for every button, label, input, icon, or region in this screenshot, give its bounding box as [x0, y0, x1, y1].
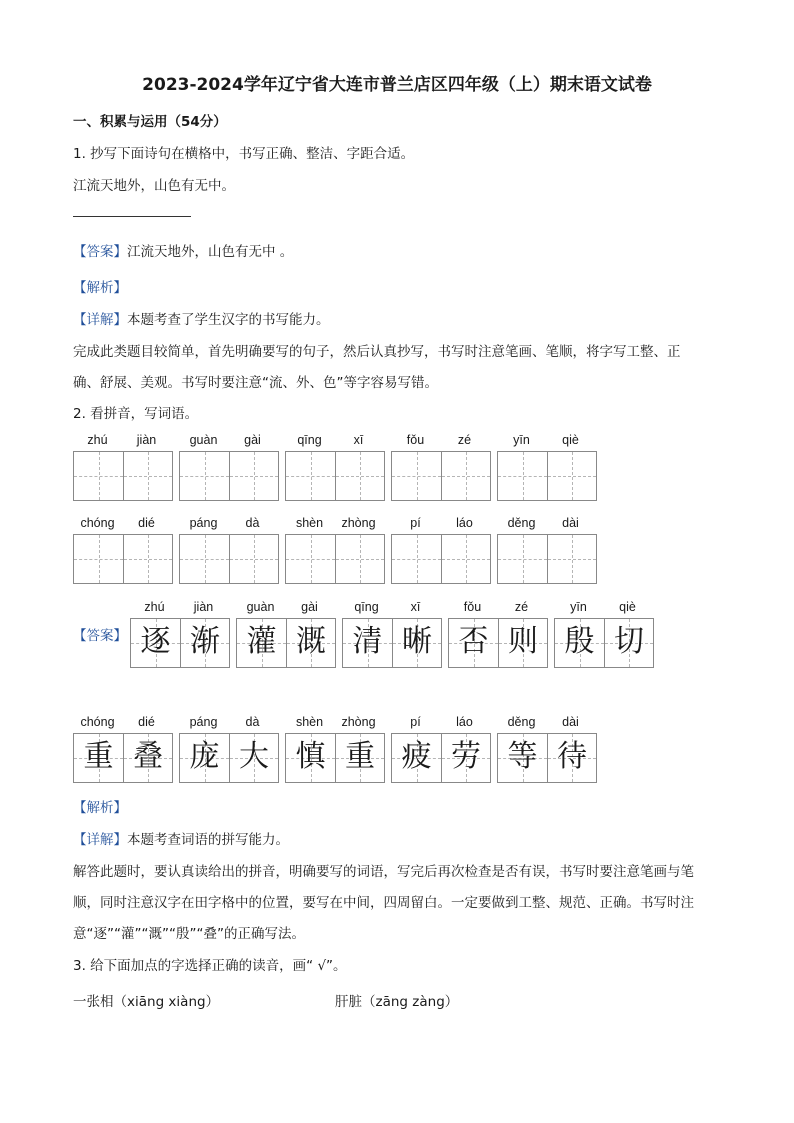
answer-cell [392, 734, 441, 782]
q1-explain-line-2: 确、舒展、美观。书写时要注意“流、外、色”等字容易写错。 [73, 375, 438, 391]
blank-word-grid[interactable] [285, 534, 385, 584]
pinyin-label: dài [562, 516, 579, 530]
answer-character: 大 [239, 739, 269, 774]
answer-character: 劳 [451, 739, 481, 774]
answer-cell [180, 619, 229, 667]
pinyin-label: láo [456, 516, 473, 530]
answer-cell [547, 734, 596, 782]
answer-word-grid [73, 733, 173, 783]
answer-cell [229, 734, 278, 782]
answer-character: 溉 [296, 624, 326, 659]
pinyin-label: dà [245, 516, 260, 530]
q2-explain-line-2: 顺，同时注意汉字在田字格中的位置，要写在中间，四周留白。一定要做到工整、规范、正确。书写时注 [73, 895, 694, 911]
detail-label: 【详解】 [73, 312, 127, 328]
pinyin-label: zhú [87, 433, 108, 447]
pinyin-label: yīn [570, 600, 587, 614]
pinyin-label: gài [301, 600, 318, 614]
writing-cell[interactable] [441, 452, 490, 500]
answer-character: 灌 [246, 624, 277, 659]
writing-cell[interactable] [180, 452, 229, 500]
writing-cell[interactable] [74, 452, 123, 500]
q1-explain-line-1: 完成此类题目较简单，首先明确要写的句子，然后认真抄写，书写时注意笔画、笔顺，将字写工整、正 [73, 344, 681, 360]
blank-word-grid[interactable] [497, 534, 597, 584]
blank-word-grid[interactable] [179, 534, 279, 584]
writing-cell[interactable] [229, 535, 278, 583]
section-heading: 一、积累与运用（54分） [73, 114, 227, 130]
analysis-label: 【解析】 [73, 280, 127, 296]
blank-word-grid[interactable] [497, 451, 597, 501]
answer-word-grid [448, 618, 548, 668]
blank-word-grid[interactable] [179, 451, 279, 501]
pinyin-label: láo [456, 715, 473, 729]
q1-prompt: 1. 抄写下面诗句在横格中，书写正确、整洁、字距合适。 [73, 146, 415, 162]
q2-detail [73, 828, 289, 848]
answer-character: 重 [83, 739, 114, 774]
answer-character: 晰 [402, 624, 432, 659]
pinyin-label: dié [138, 516, 155, 530]
pinyin-label: guàn [246, 600, 275, 614]
pinyin-label: dié [138, 715, 155, 729]
answer-cell [441, 734, 490, 782]
answer-word-grid [391, 733, 491, 783]
q3-prompt: 3. 给下面加点的字选择正确的读音，画“ √”。 [73, 958, 347, 974]
pinyin-label: qiè [619, 600, 636, 614]
pinyin-label: děng [507, 516, 536, 530]
writing-cell[interactable] [335, 535, 384, 583]
writing-cell[interactable] [286, 535, 335, 583]
writing-cell[interactable] [123, 535, 172, 583]
q2-detail-text: 本题考查词语的拼写能力。 [127, 832, 289, 848]
q2-explain-line-3: 意“逐”“灌”“溉”“殷”“叠”的正确写法。 [73, 926, 305, 942]
pinyin-label: fǒu [463, 600, 482, 614]
pinyin-label: zé [514, 600, 529, 614]
writing-cell[interactable] [547, 452, 596, 500]
answer-character: 庞 [189, 739, 220, 774]
answer-cell [343, 619, 392, 667]
answer-character: 渐 [190, 624, 220, 659]
answer-character: 否 [458, 624, 489, 659]
answer-word-grid [236, 618, 336, 668]
blank-word-grid[interactable] [285, 451, 385, 501]
q1-detail [73, 308, 330, 328]
pinyin-label: guàn [189, 433, 218, 447]
writing-cell[interactable] [335, 452, 384, 500]
q1-poem: 江流天地外，山色有无中。 [73, 178, 235, 194]
answer-cell [498, 734, 547, 782]
q2-answer-label: 【答案】 [73, 628, 127, 644]
answer-text: 江流天地外，山色有无中 。 [127, 244, 294, 260]
answer-character: 等 [507, 739, 538, 774]
q2-detail-label: 【详解】 [73, 832, 127, 848]
pinyin-label: zhòng [341, 516, 376, 530]
writing-cell[interactable] [392, 535, 441, 583]
answer-character: 慎 [295, 739, 326, 774]
pinyin-label: shèn [295, 516, 324, 530]
pinyin-label: xī [410, 600, 421, 614]
pinyin-label: fǒu [406, 433, 425, 447]
answer-cell [237, 619, 286, 667]
pinyin-label: zhú [144, 600, 165, 614]
answer-cell [123, 734, 172, 782]
answer-character: 殷 [564, 624, 595, 659]
writing-cell[interactable] [498, 535, 547, 583]
writing-cell[interactable] [498, 452, 547, 500]
writing-cell[interactable] [441, 535, 490, 583]
answer-word-grid [285, 733, 385, 783]
q3-item-2: 肝脏（zāng zàng） [335, 994, 459, 1010]
blank-word-grid[interactable] [391, 534, 491, 584]
answer-cell [286, 619, 335, 667]
answer-word-grid [342, 618, 442, 668]
answer-cell [555, 619, 604, 667]
blank-word-grid[interactable] [73, 534, 173, 584]
writing-cell[interactable] [547, 535, 596, 583]
pinyin-label: pí [410, 715, 421, 729]
pinyin-label: jiàn [136, 433, 157, 447]
answer-cell [449, 619, 498, 667]
answer-cell [131, 619, 180, 667]
writing-cell[interactable] [123, 452, 172, 500]
pinyin-label: pí [410, 516, 421, 530]
pinyin-label: xī [353, 433, 364, 447]
answer-character: 切 [614, 624, 644, 659]
answer-cell [286, 734, 335, 782]
answer-cell [335, 734, 384, 782]
answer-character: 逐 [140, 624, 171, 659]
pinyin-label: shèn [295, 715, 324, 729]
q3-item-1: 一张相（xiāng xiàng） [73, 994, 220, 1010]
pinyin-label: qiè [562, 433, 579, 447]
blank-word-grid[interactable] [73, 451, 173, 501]
pinyin-label: páng [189, 516, 218, 530]
blank-word-grid[interactable] [391, 451, 491, 501]
pinyin-label: qīng [297, 433, 322, 447]
writing-cell[interactable] [229, 452, 278, 500]
pinyin-label: zé [457, 433, 472, 447]
pinyin-label: chóng [80, 516, 115, 530]
answer-cell [180, 734, 229, 782]
pinyin-label: zhòng [341, 715, 376, 729]
answer-character: 重 [345, 739, 375, 774]
q1-answer [73, 240, 293, 260]
page-title: 2023-2024学年辽宁省大连市普兰店区四年级（上）期末语文试卷 [142, 75, 652, 95]
pinyin-label: dài [562, 715, 579, 729]
writing-cell[interactable] [180, 535, 229, 583]
answer-word-grid [497, 733, 597, 783]
pinyin-label: qīng [354, 600, 379, 614]
pinyin-label: jiàn [193, 600, 214, 614]
pinyin-label: yīn [513, 433, 530, 447]
answer-cell [74, 734, 123, 782]
answer-label: 【答案】 [73, 244, 127, 260]
pinyin-label: děng [507, 715, 536, 729]
writing-cell[interactable] [392, 452, 441, 500]
pinyin-label: chóng [80, 715, 115, 729]
pinyin-label: dà [245, 715, 260, 729]
pinyin-label: páng [189, 715, 218, 729]
q2-prompt: 2. 看拼音，写词语。 [73, 406, 199, 422]
answer-character: 疲 [401, 739, 432, 774]
answer-word-grid [179, 733, 279, 783]
writing-cell[interactable] [286, 452, 335, 500]
answer-cell [604, 619, 653, 667]
answer-word-grid [554, 618, 654, 668]
answer-word-grid [130, 618, 230, 668]
pinyin-label: gài [244, 433, 261, 447]
answer-character: 清 [352, 624, 383, 659]
writing-cell[interactable] [74, 535, 123, 583]
answer-character: 待 [557, 739, 587, 774]
detail-text: 本题考查了学生汉字的书写能力。 [127, 312, 330, 328]
answer-cell [392, 619, 441, 667]
answer-blank-line [73, 216, 191, 217]
q2-analysis-label: 【解析】 [73, 800, 127, 816]
answer-character: 叠 [133, 739, 163, 774]
answer-cell [498, 619, 547, 667]
q2-explain-line-1: 解答此题时，要认真读给出的拼音，明确要写的词语，写完后再次检查是否有误，书写时要注意笔画与笔 [73, 864, 694, 880]
answer-character: 则 [508, 624, 538, 659]
